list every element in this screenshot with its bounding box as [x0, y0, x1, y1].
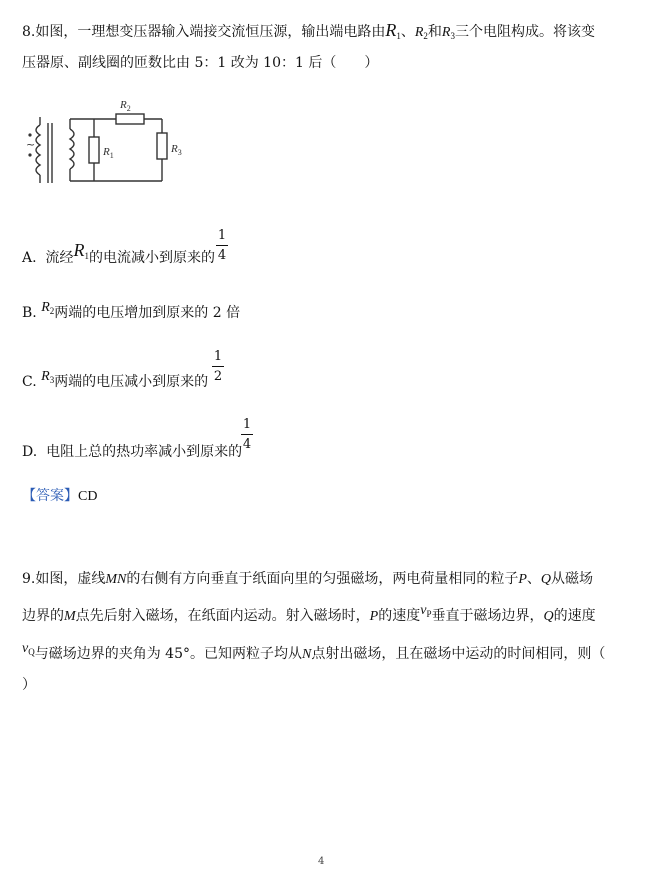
- option-d-letter: D.: [22, 444, 38, 460]
- svg-text:~: ~: [26, 138, 36, 151]
- option-a-post: 的电流减小到原来的: [88, 250, 215, 266]
- page-number: 4: [318, 856, 325, 867]
- option-c-letter: C.: [22, 374, 37, 390]
- q8-stem-line2: 压器原、副线圈的匝数比由 5：1 改为 10：1 后（ ）: [22, 55, 379, 71]
- q8-sep: 、: [400, 24, 415, 40]
- option-c-post: 两端的电压减小到原来的: [54, 374, 209, 390]
- option-a-letter: A.: [22, 250, 37, 266]
- option-a-var: $R_1$: [73, 240, 89, 261]
- option-c-var: $R_3$: [41, 369, 55, 385]
- option-b: [22, 302, 240, 322]
- answer-line: [22, 485, 97, 505]
- option-b-letter: B.: [22, 305, 37, 321]
- circuit-diagram: [22, 95, 202, 195]
- circuit-r2-label: $R_2$: [120, 99, 131, 113]
- option-c: [22, 371, 208, 391]
- option-b-var: $R_2$: [41, 300, 55, 316]
- q8-prefix: 8.如图，一理想变压器输入端接交流恒压源，输出端电路由: [22, 24, 386, 40]
- circuit-r1-label: $R_1$: [103, 146, 114, 160]
- q8-r1: $R_1$: [385, 20, 401, 41]
- q9-line3: $v_Q$与磁场边界的夹角为 45°。已知两粒子均从N点射出磁场，且在磁场中运动的时间相同，则（: [22, 641, 606, 662]
- q8-r3: $R_3$: [441, 25, 455, 41]
- answer-tag: 【答案】: [22, 488, 78, 504]
- option-d-post: 电阻上总的热功率减小到原来的: [46, 444, 243, 460]
- q8-r2: $R_2$: [414, 25, 428, 41]
- q8-and: 和: [427, 24, 442, 40]
- q8-stem-line1: [22, 20, 595, 41]
- q9-line4: ）: [22, 677, 36, 693]
- q9-line2: 边界的M点先后射入磁场，在纸面内运动。射入磁场时，P的速度$v_P$垂直于磁场边界，Q的速度: [22, 603, 596, 624]
- option-d: [22, 441, 242, 461]
- q9-line1: 9.如图，虚线MN的右侧有方向垂直于纸面向里的匀强磁场，两电荷量相同的粒子P、Q从磁场: [22, 571, 594, 587]
- option-a-pre: 流经: [45, 250, 74, 266]
- q8-suffix: 三个电阻构成。将该变: [454, 24, 595, 40]
- option-a: [22, 240, 215, 267]
- option-a-fraction: 1 4: [217, 228, 227, 263]
- circuit-r3-label: $R_3$: [171, 143, 182, 157]
- option-b-post: 两端的电压增加到原来的 2 倍: [54, 305, 241, 321]
- answer-value: CD: [78, 489, 98, 504]
- option-c-fraction: 1 2: [213, 349, 223, 384]
- option-d-fraction: 1 4: [242, 417, 252, 452]
